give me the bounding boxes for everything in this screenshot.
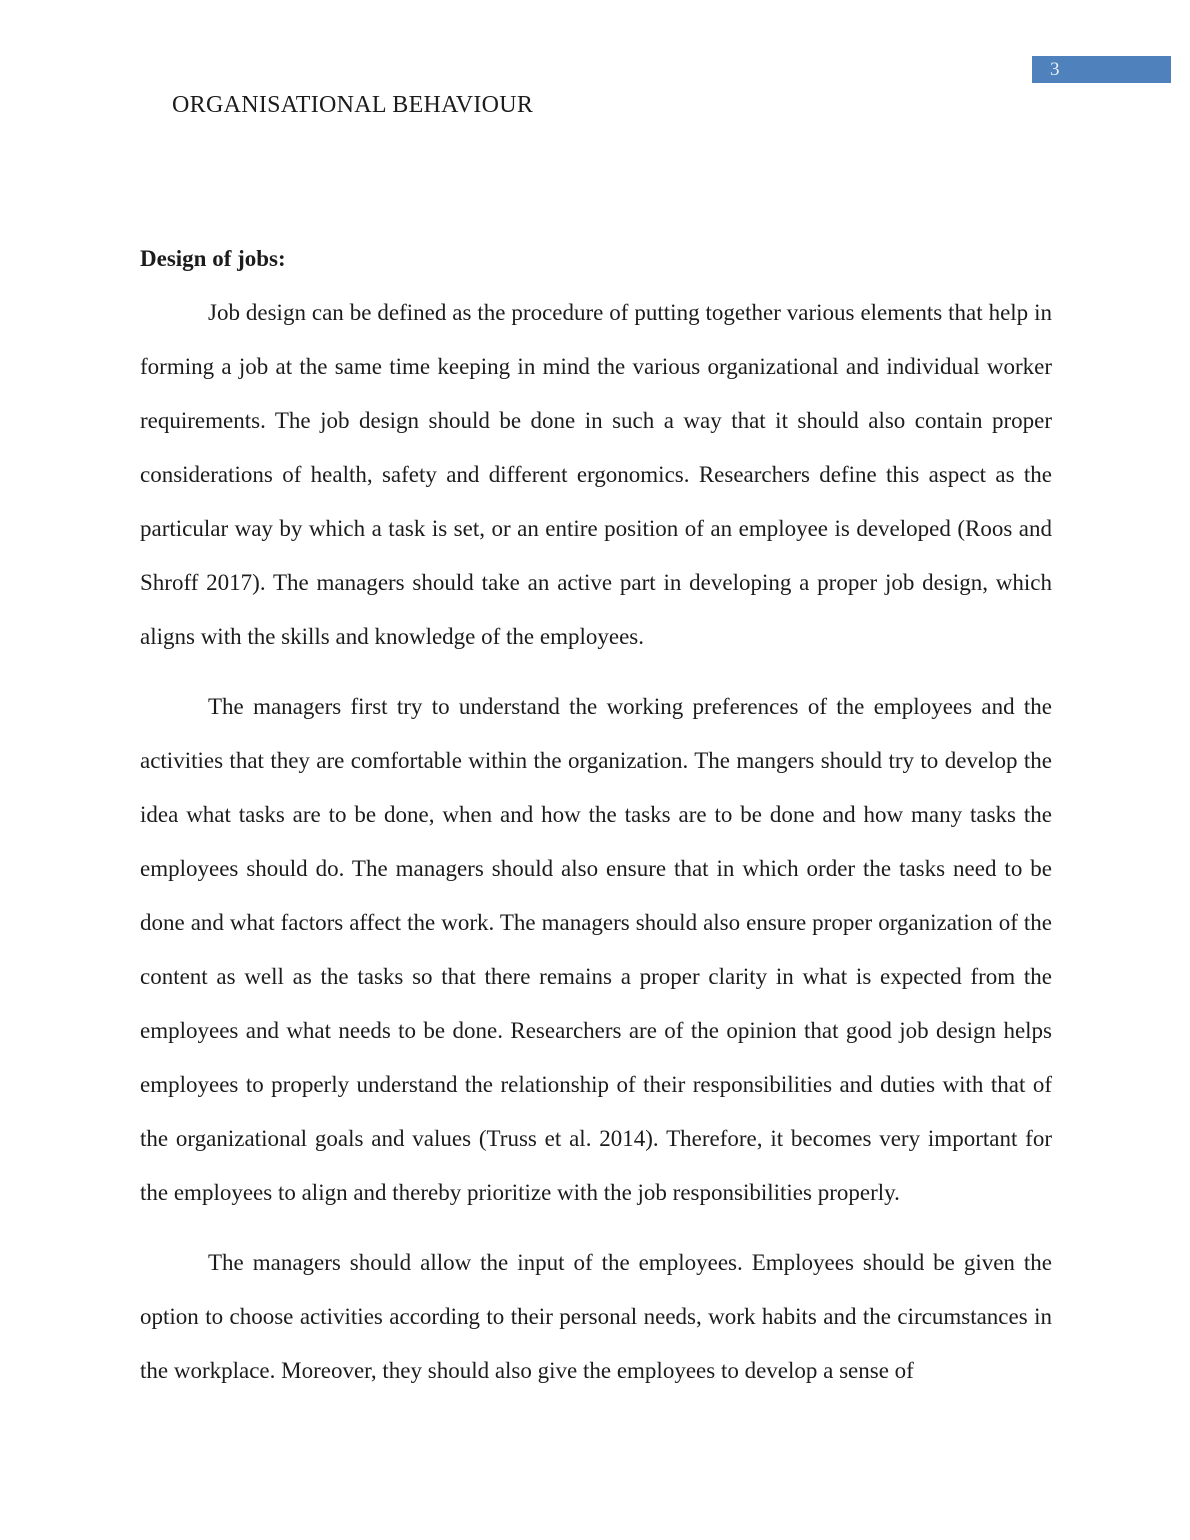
- paragraph: The managers should allow the input of the employees. Employees should be given the option to choose activities according to their personal needs, work habits and the circumstances in the workplace. Moreover, they should also give the employees to develop a sense of: [140, 1250, 1052, 1383]
- section-heading: Design of jobs:: [140, 246, 286, 271]
- page-number: 3: [1050, 59, 1060, 80]
- running-head: ORGANISATIONAL BEHAVIOUR: [172, 92, 534, 118]
- paragraph: Job design can be defined as the procedure of putting together various elements that help in forming a job at the same time keeping in mind the various organizational and individual worker requirements. The job design should be done in such a way that it should also contain proper considerations of health, safety and different ergonomics. Researchers define this aspect as the particular way by which a task is set, or an entire position of an employee is developed (Roos and Shroff 2017). The managers should take an active part in developing a proper job design, which aligns with the skills and knowledge of the employees.: [140, 300, 1052, 649]
- page-number-badge: [1032, 56, 1171, 83]
- document-body: [140, 232, 1052, 1398]
- paragraph: The managers first try to understand the working preferences of the employees and the activities that they are comfortable within the organization. The mangers should try to develop the idea what tasks are to be done, when and how the tasks are to be done and how many tasks the employees should do. The managers should also ensure that in which order the tasks need to be done and what factors affect the work. The managers should also ensure proper organization of the content as well as the tasks so that there remains a proper clarity in what is expected from the employees and what needs to be done. Researchers are of the opinion that good job design helps employees to properly understand the relationship of their responsibilities and duties with that of the organizational goals and values (Truss et al. 2014). Therefore, it becomes very important for the employees to align and thereby prioritize with the job responsibilities properly.: [140, 694, 1052, 1205]
